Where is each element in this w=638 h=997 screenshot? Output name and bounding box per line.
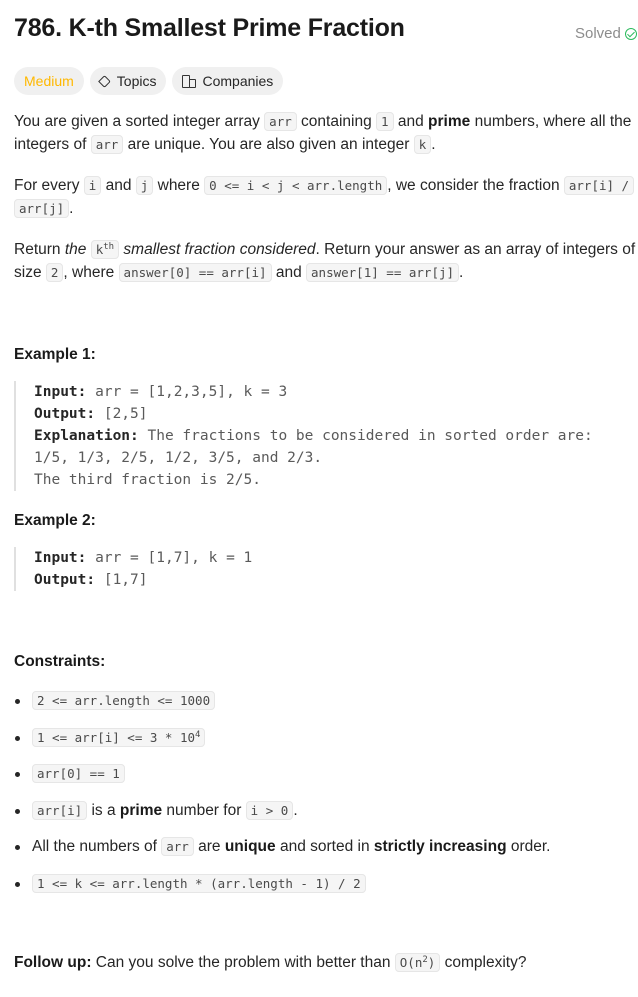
building-icon: [182, 74, 196, 88]
constraint-item: 1 <= k <= arr.length * (arr.length - 1) / 2: [14, 873, 638, 910]
tag-icon: [98, 75, 111, 88]
description-paragraph: You are given a sorted integer array arr containing 1 and prime numbers, where all the integers of arr are unique. You are also given an integer k .: [14, 113, 632, 153]
constraints-list: [14, 690, 638, 909]
constraint-item: arr[i] is a prime number for i > 0 .: [14, 800, 638, 837]
tag-bar: [14, 67, 283, 95]
constraint-item: 2 <= arr.length <= 1000: [14, 690, 638, 727]
description-paragraph: Return the $k^{th}$ smallest fraction considered. Return your answer as an array of integers of size 2 , where answer[0] == arr[i] and answer[1] == arr[j] .: [14, 241, 636, 281]
example-title: Example 2:: [14, 512, 96, 529]
companies-label: Companies: [202, 73, 274, 89]
example-block: Input: arr = [1,2,3,5], k = 3 Output: [2,5] Explanation: The fractions to be considered in sorted order are: 1/5, 1/3, 2/5, 1/2, 3/5, and 2/3. The third fraction is 2/5.: [14, 381, 638, 491]
example-title: Example 1:: [14, 346, 96, 363]
constraint-item: arr[0] == 1: [14, 763, 638, 800]
follow-up: Follow up: Can you solve the problem with better than $O(n^2)$ complexity?: [14, 954, 527, 971]
example-block: Input: arr = [1,7], k = 1 Output: [1,7]: [14, 547, 638, 591]
check-circle-icon: [625, 28, 637, 40]
constraint-item: All the numbers of arr are unique and sorted in strictly increasing order.: [14, 836, 638, 873]
description-paragraph: For every i and j where 0 <= i < j < arr.length , we consider the fraction arr[i] / arr[j] .: [14, 174, 638, 220]
solved-status: [575, 25, 637, 42]
companies-button[interactable]: [172, 67, 283, 95]
topics-button[interactable]: [90, 67, 167, 95]
topics-label: Topics: [116, 73, 157, 89]
problem-title: 786. K-th Smallest Prime Fraction: [14, 14, 405, 42]
difficulty-badge[interactable]: Medium: [14, 67, 84, 95]
constraint-item: $1 <= arr[i] <= 3 * 10^4$: [14, 727, 638, 764]
solved-label: Solved: [575, 25, 621, 42]
problem-description: [14, 110, 638, 974]
constraints-title: Constraints:: [14, 653, 106, 670]
